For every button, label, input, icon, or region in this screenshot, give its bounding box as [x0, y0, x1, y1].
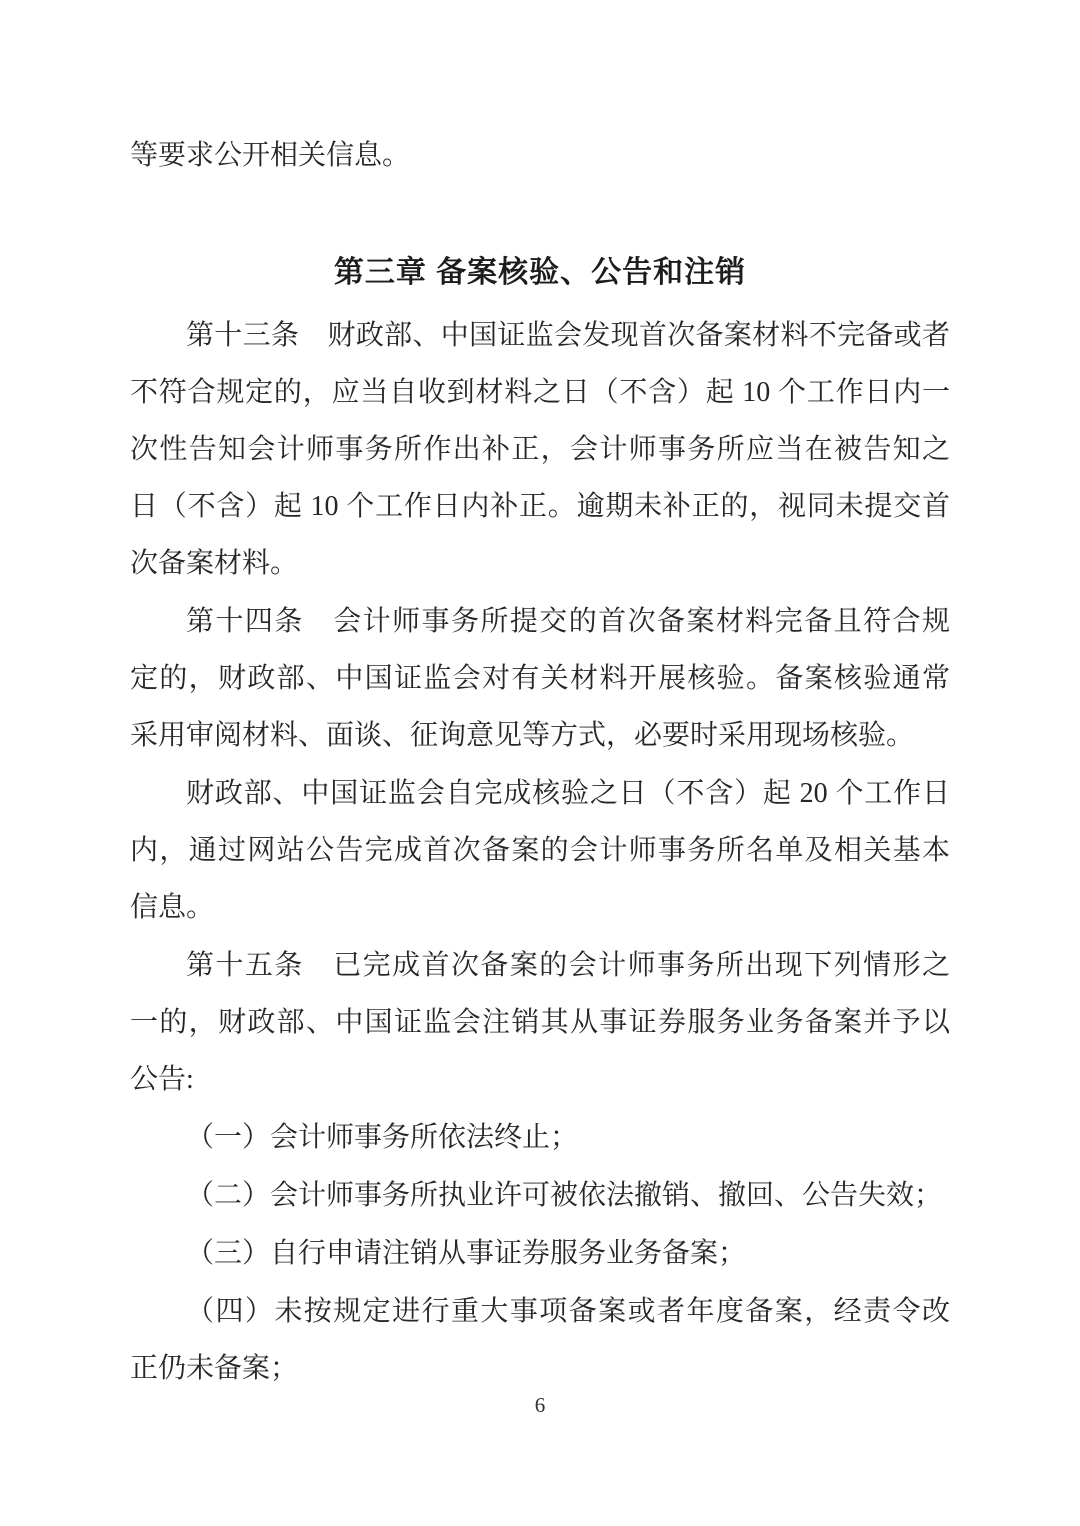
text-line: 一的，财政部、中国证监会注销其从事证券服务业务备案并予以: [130, 1007, 950, 1038]
text-line: 日（不含）起 10 个工作日内补正。逾期未补正的，视同未提交首: [130, 491, 950, 522]
text-line: 正仍未备案；: [130, 1353, 299, 1384]
continuation-line: 等要求公开相关信息。: [130, 140, 411, 171]
text-line: （一）会计师事务所依法终止；: [186, 1122, 579, 1153]
text-line: 次备案材料。: [130, 548, 299, 579]
paragraph: [130, 1167, 950, 1224]
text-line: 不符合规定的，应当自收到材料之日（不含）起 10 个工作日内一: [130, 377, 950, 408]
paragraph: [130, 593, 950, 764]
text-line: 第十四条 会计师事务所提交的首次备案材料完备且符合规: [186, 606, 950, 637]
document-content: [130, 127, 950, 1398]
paragraph: [130, 1283, 950, 1397]
text-line: （二）会计师事务所执业许可被依法撤销、撤回、公告失效；: [186, 1180, 943, 1211]
paragraph: [130, 765, 950, 936]
text-line: 次性告知会计师事务所作出补正，会计师事务所应当在被告知之: [130, 434, 950, 465]
page-number: 6: [534, 1393, 546, 1417]
paragraph-list: [130, 307, 950, 1397]
chapter-heading: 第三章 备案核验、公告和注销: [333, 256, 747, 289]
paragraph: [130, 937, 950, 1108]
text-line: 第十五条 已完成首次备案的会计师事务所出现下列情形之: [186, 950, 950, 981]
text-line: 信息。: [130, 892, 215, 923]
paragraph: [130, 307, 950, 592]
paragraph: [130, 1225, 950, 1282]
paragraph: [130, 1109, 950, 1166]
text-line: 财政部、中国证监会自完成核验之日（不含）起 20 个工作日: [186, 778, 950, 809]
text-line: 公告:: [130, 1064, 194, 1095]
text-line: （三）自行申请注销从事证券服务业务备案；: [186, 1238, 747, 1269]
text-line: 内，通过网站公告完成首次备案的会计师事务所名单及相关基本: [130, 835, 950, 866]
text-line: 采用审阅材料、面谈、征询意见等方式，必要时采用现场核验。: [130, 720, 915, 751]
text-line: 第十三条 财政部、中国证监会发现首次备案材料不完备或者: [186, 320, 950, 351]
text-line: 定的，财政部、中国证监会对有关材料开展核验。备案核验通常: [130, 663, 950, 694]
text-line: （四）未按规定进行重大事项备案或者年度备案，经责令改: [186, 1296, 950, 1327]
